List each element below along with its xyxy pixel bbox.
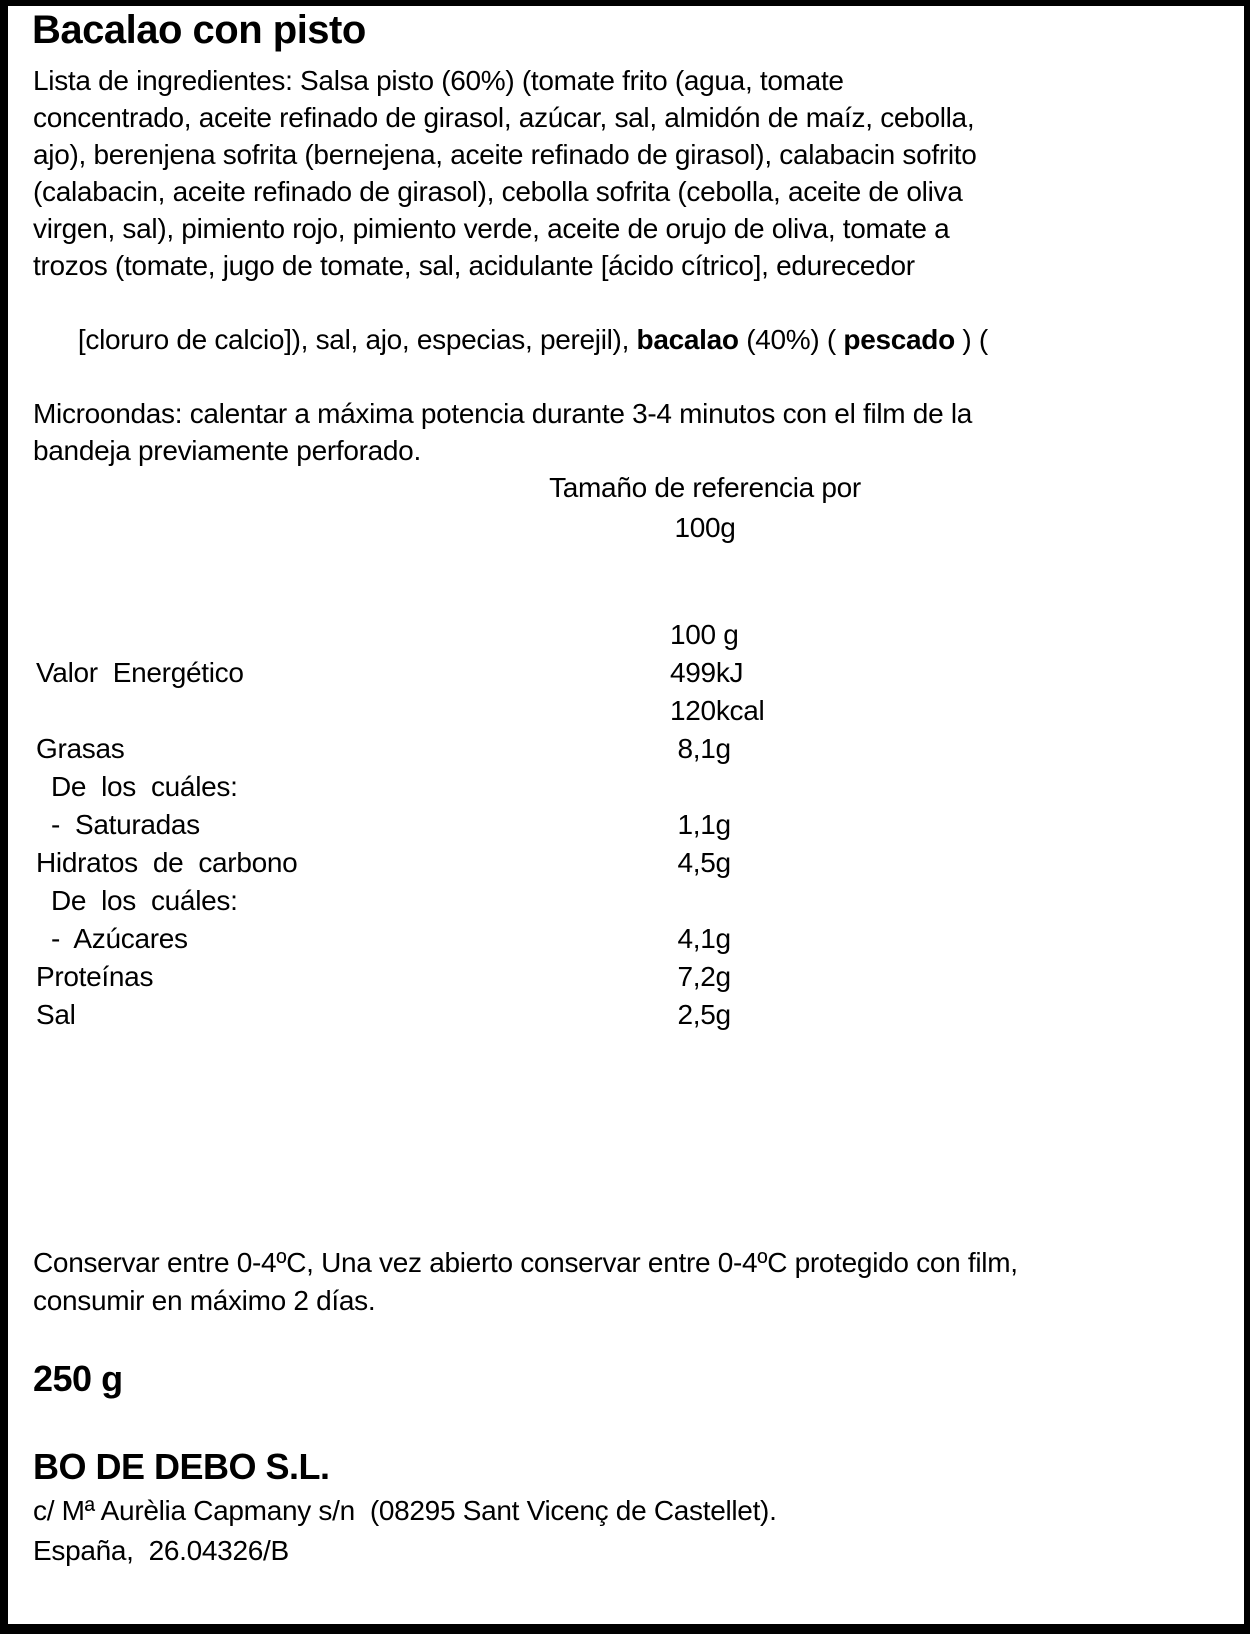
storage-instructions xyxy=(33,1244,1233,1320)
nutrition-label: - Saturadas xyxy=(36,809,200,840)
ingredients-line: (calabacin, aceite refinado de girasol), cebolla sofrita (cebolla, aceite de oliva xyxy=(33,176,963,207)
allergen-bacalao: bacalao xyxy=(636,324,739,355)
nutrition-label: Grasas xyxy=(36,733,125,764)
nutrition-value: 2,5g xyxy=(670,999,731,1030)
net-weight: 250 g xyxy=(33,1358,123,1399)
allergen-pescado: pescado xyxy=(843,324,955,355)
nutrition-row-of-which xyxy=(36,882,1136,920)
nutrition-label: De los cuáles: xyxy=(36,885,238,916)
nutrition-table xyxy=(36,616,1136,1034)
nutrition-row-of-which xyxy=(36,768,1136,806)
nutrition-value: 499kJ xyxy=(670,657,744,688)
nutrition-row-sugars xyxy=(36,920,1136,958)
nutrition-value: 4,1g xyxy=(670,923,731,954)
nutrition-value: 7,2g xyxy=(670,961,731,992)
serving-reference-line2: 100g xyxy=(674,512,736,543)
ingredients-line: ajo), berenjena sofrita (bernejena, aceite refinado de girasol), calabacin sofrito xyxy=(33,139,977,170)
ingredients-text: [cloruro de calcio]), sal, ajo, especias, perejil), xyxy=(77,324,637,355)
ingredients-paragraph xyxy=(33,62,1233,469)
microwave-instructions-line: Microondas: calentar a máxima potencia durante 3-4 minutos con el film de la xyxy=(33,398,973,429)
serving-reference xyxy=(355,468,1055,548)
nutrition-label: Sal xyxy=(36,999,76,1030)
nutrition-row-energy xyxy=(36,654,1136,692)
nutrition-value: 8,1g xyxy=(670,733,731,764)
nutrition-label: De los cuáles: xyxy=(36,771,238,802)
product-title: Bacalao con pisto xyxy=(32,8,366,52)
storage-line2: consumir en máximo 2 días. xyxy=(33,1285,376,1316)
nutrition-row-fat xyxy=(36,730,1136,768)
nutrition-label: - Azúcares xyxy=(36,923,188,954)
storage-line1: Conservar entre 0-4ºC, Una vez abierto conservar entre 0-4ºC protegido con film, xyxy=(33,1247,1018,1278)
nutrition-column-header-row xyxy=(36,616,1136,654)
nutrition-row-energy-kcal xyxy=(36,692,1136,730)
ingredients-text: ) ( xyxy=(954,324,988,355)
nutrition-label: Proteínas xyxy=(36,961,154,992)
ingredients-text: (40%) ( xyxy=(738,324,844,355)
serving-reference-line1: Tamaño de referencia por xyxy=(549,472,861,503)
nutrition-row-saturates xyxy=(36,806,1136,844)
nutrition-row-protein xyxy=(36,958,1136,996)
column-header-100g: 100 g xyxy=(670,619,739,650)
nutrition-row-salt xyxy=(36,996,1136,1034)
nutrition-row-carbohydrate xyxy=(36,844,1136,882)
manufacturer-name: BO DE DEBO S.L. xyxy=(33,1446,330,1487)
ingredients-line: trozos (tomate, jugo de tomate, sal, acidulante [ácido cítrico], edurecedor xyxy=(33,250,915,281)
ingredients-line: concentrado, aceite refinado de girasol, azúcar, sal, almidón de maíz, cebolla, xyxy=(33,102,975,133)
manufacturer-address: c/ Mª Aurèlia Capmany s/n (08295 Sant Vicenç de Castellet). xyxy=(33,1495,777,1526)
microwave-instructions-line: bandeja previamente perforado. xyxy=(33,435,421,466)
nutrition-value: 1,1g xyxy=(670,809,731,840)
nutrition-label: Valor Energético xyxy=(36,657,244,688)
ingredients-line: virgen, sal), pimiento rojo, pimiento verde, aceite de orujo de oliva, tomate a xyxy=(33,213,950,244)
ingredients-line-with-allergens xyxy=(33,284,1233,395)
ingredients-line: Lista de ingredientes: Salsa pisto (60%) (tomate frito (agua, tomate xyxy=(33,65,844,96)
nutrition-value: 4,5g xyxy=(670,847,731,878)
nutrition-value: 120kcal xyxy=(670,695,765,726)
manufacturer-country-registry: España, 26.04326/B xyxy=(33,1535,289,1566)
nutrition-label: Hidratos de carbono xyxy=(36,847,298,878)
